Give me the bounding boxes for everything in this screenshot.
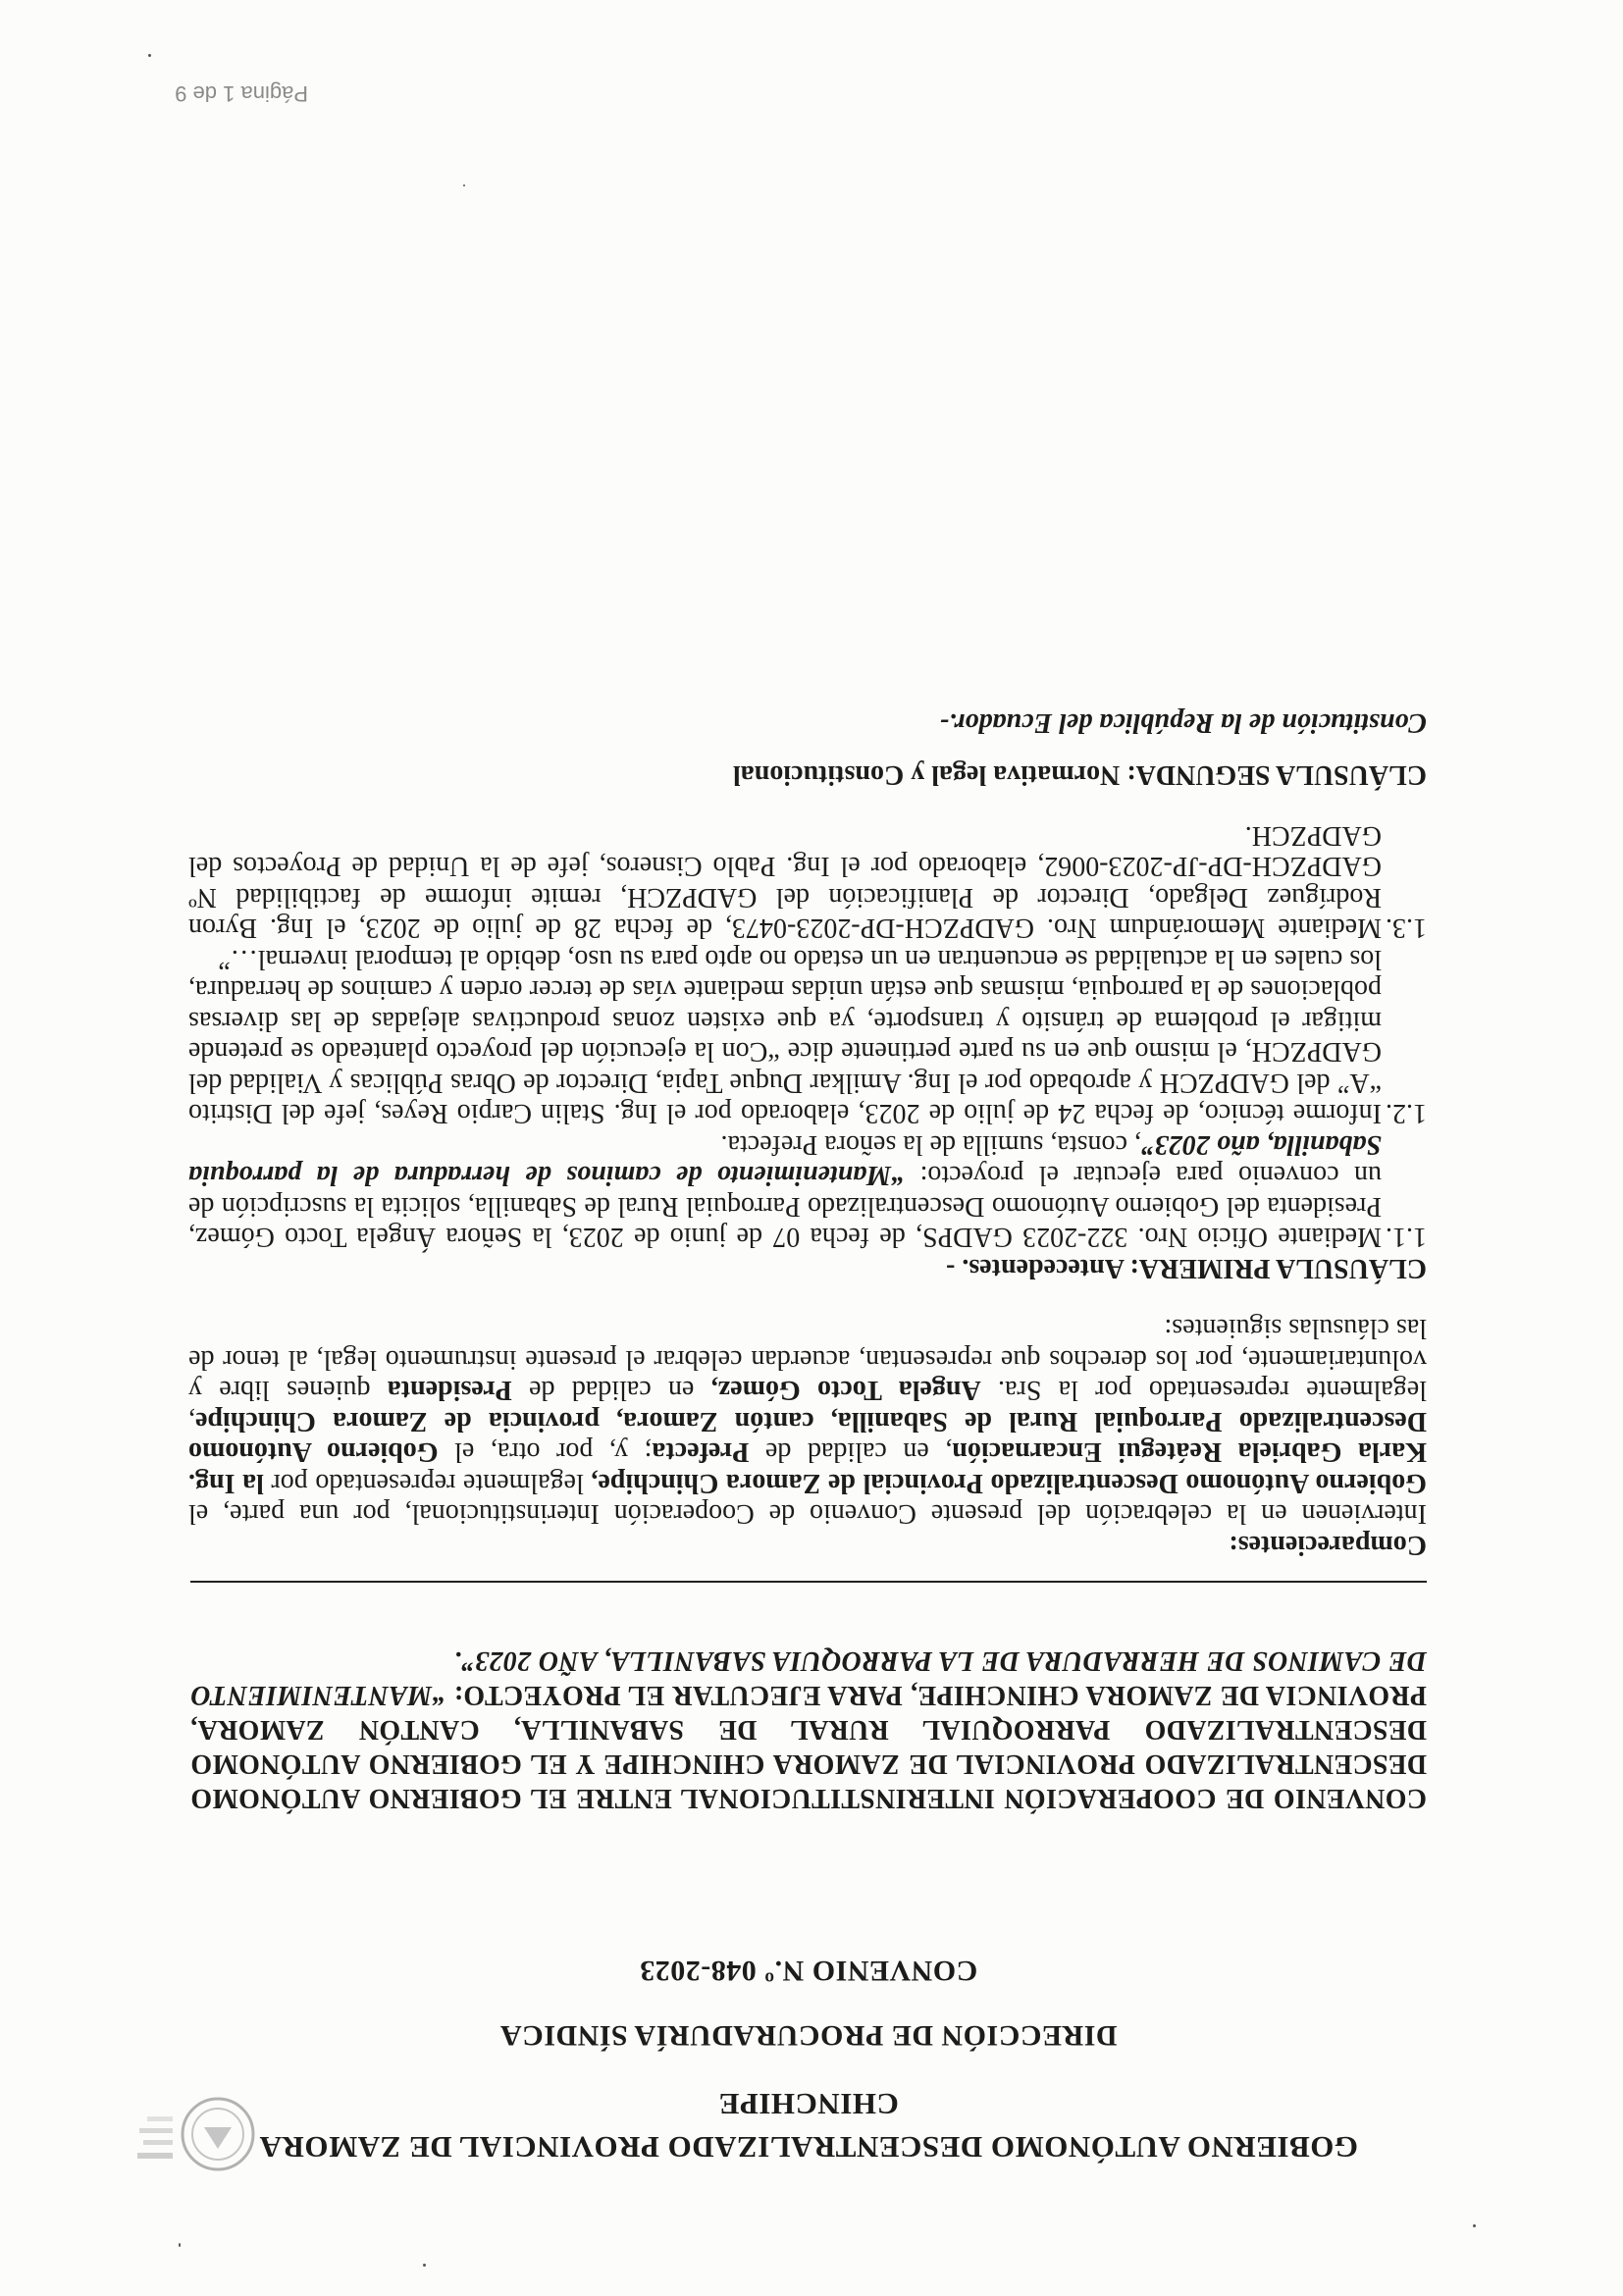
department-name: DIRECCIÓN DE PROCURADURÍA SÍNDICA xyxy=(499,2019,1118,2052)
antecedente-item: 1.1.Mediante Oficio Nro. 322-2023 GADPS, de fecha 07 de junio de 2023, la Señora Ángela Tocto Gómez, Presidenta del Gobierno Autónomo Descentralizado Parroquial Rural de Sabanilla, solicita la suscripción de un convenio para ejecutar el proyecto: “Mantenimiento de caminos de herradura de la parroquia Sabanilla, año 2023”, consta, sumilla de la señora Prefecta. xyxy=(188,1129,1427,1253)
agreement-number: CONVENIO N.º 048-2023 xyxy=(639,1955,978,1987)
comparecientes-paragraph: Intervienen en la celebración del presente Convenio de Cooperación Interinstitucional, por una parte, el Gobierno Autónomo Descentralizado Provincial de Zamora Chinchipe, legalmente representado por la Ing. Karla Gabriela Reátegui Encarnación, en calidad de Prefecta; y, por otra, el Gobierno Autónomo Descentralizado Parroquial Rural de Sabanilla, cantón Zamora, provincia de Zamora Chinchipe, legalmente representado por la Sra. Angela Tocto Gómez, en calidad de Presidenta quienes libre y voluntariamente, por los derechos que representan, acuerdan celebrar el presente instrumento legal, al tenor de las cláusulas siguientes: xyxy=(187,1313,1427,1530)
document-body xyxy=(188,707,1427,1561)
agreement-title xyxy=(190,1644,1427,1815)
title-divider xyxy=(190,1581,1427,1583)
antecedente-item: 1.3.Mediante Memorándum Nro. GADPZCH-DP-2023-0473, de fecha 28 de julio de 2023, el Ing. Byron Rodríguez Delgado, Director de Planificación del GADPZCH, remite informe de factibilidad Nº GADPZCH-DP-JP-2023-0062, elaborado por el Ing. Pablo Cisneros, jefe de la Unidad de Proyectos del GADPZCH. xyxy=(188,820,1427,944)
clausula-primera-heading: CLÁUSULA PRIMERA: Antecedentes. - xyxy=(946,1253,1427,1283)
antecedente-item: 1.2.Informe técnico, de fecha 24 de julio de 2023, elaborado por el Ing. Stalin Carpio Reyes, jefe del Distrito “A” del GADPZCH y aprobado por el Ing. Amilkar Duque Tapia, Director de Obras Públicas y Vialidad del GADPZCH, el mismo que en su parte pertinente dice “Con la ejecución del proyecto planteado se pretende mitigar el problema de tránsito y transporte, ya que existen zonas productivas alejadas de las diversas poblaciones de la parroquia, mismas que están unidas mediante vías de tercer orden y caminos de herradura, los cuales en la actualidad se encuentran en un estado no apto para su uso, debido al temporal invernal…” xyxy=(188,944,1427,1129)
organization-name: GOBIERNO AUTÓNOMO DESCENTRALIZADO PROVINCIAL DE ZAMORA CHINCHIPE xyxy=(259,2087,1358,2165)
page-number: Página 1 de 9 xyxy=(175,81,308,106)
constitucion-subheading: Constitución de la República del Ecuador.- xyxy=(939,707,1427,738)
document-header xyxy=(239,1949,1378,2168)
agreement-title-main: CONVENIO DE COOPERACIÓN INTERINSTITUCIONAL ENTRE EL GOBIERNO AUTÓNOMO DESCENTRALIZADO PROVINCIAL DE ZAMORA CHINCHIPE Y EL GOBIERNO AUTÓNOMO DESCENTRALIZADO PARROQUIAL RURAL DE SABANILLA, CANTÓN ZAMORA, PROVINCIA DE ZAMORA CHINCHIPE, PARA EJECUTAR EL PROYECTO: xyxy=(190,1680,1427,1813)
agreement-title-project: “MANTENIMIENTO DE CAMINOS DE HERRADURA DE LA PARROQUIA SABANILLA, AÑO 2023”. xyxy=(190,1645,1427,1710)
clausula-segunda-heading: CLÁUSULA SEGUNDA: Normativa legal y Constitucional xyxy=(732,759,1427,791)
comparecientes-heading: Comparecientes: xyxy=(1229,1530,1427,1560)
